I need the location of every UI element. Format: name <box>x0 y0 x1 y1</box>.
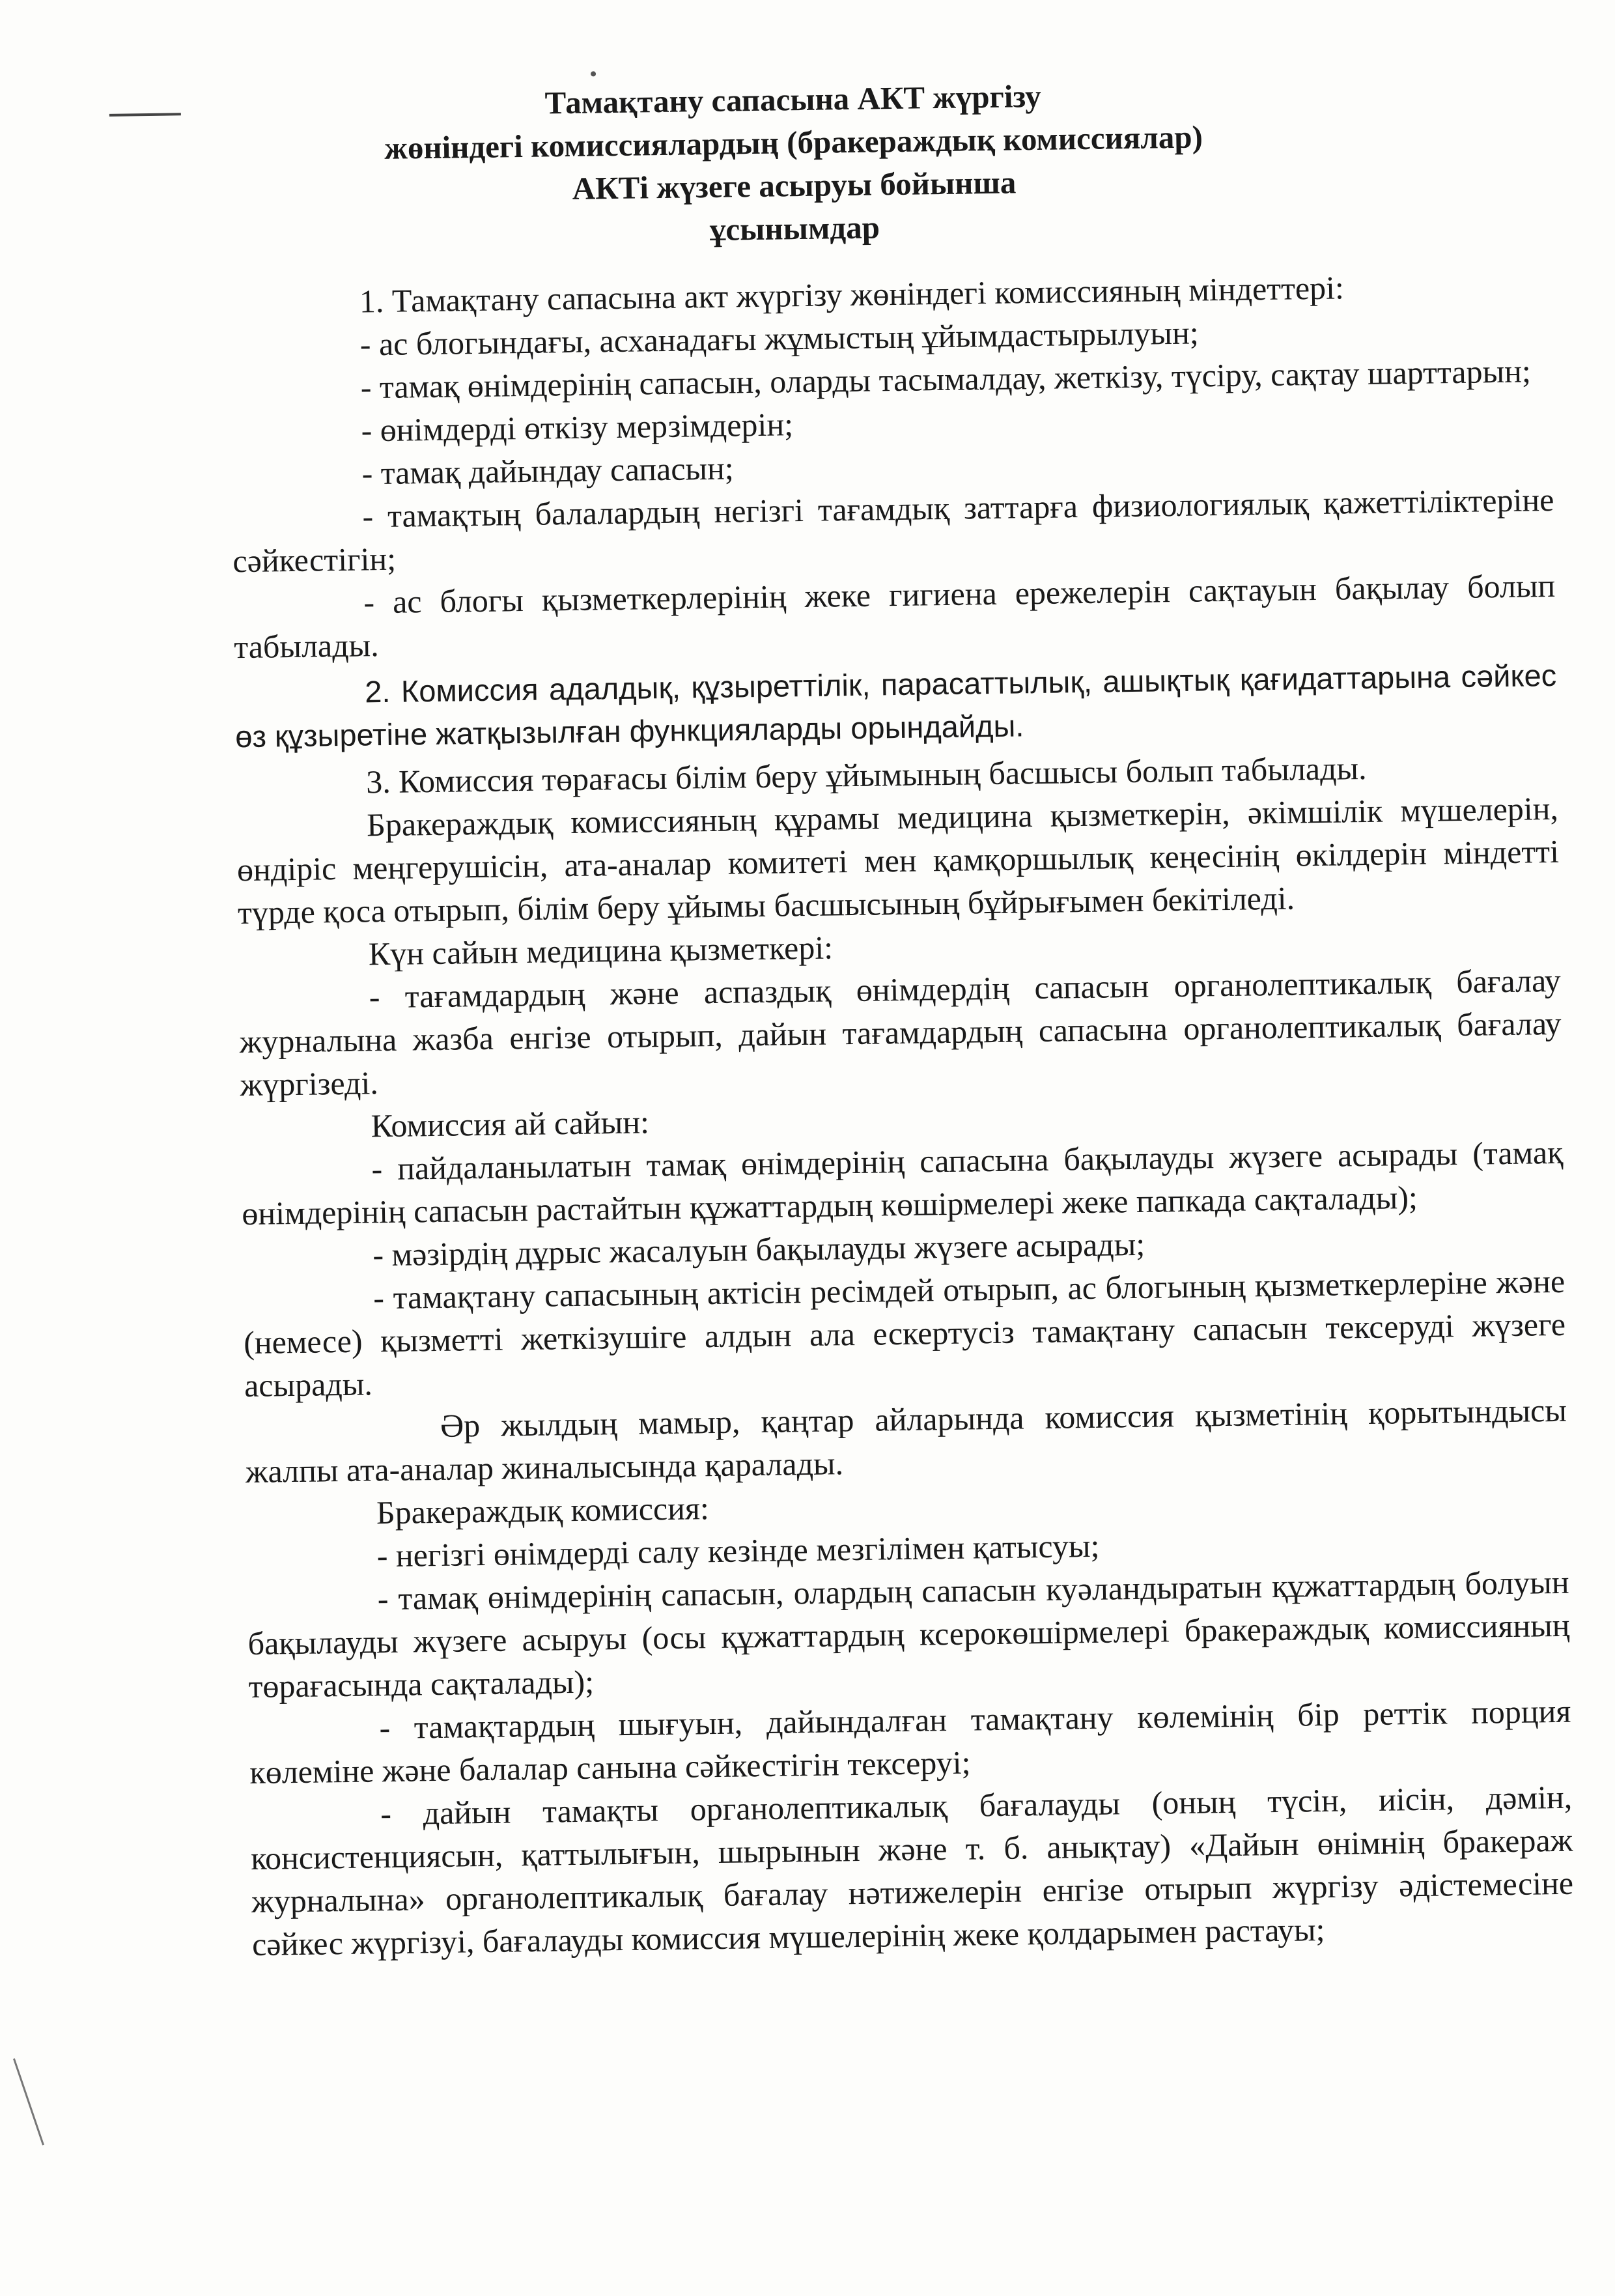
edge-mark <box>13 2058 44 2145</box>
list-item: - тамақ өнімдерінің сапасын, олардың сапасын куәландыратын құжаттардың болуын бақылауды жүзеге асыруы (осы құжаттардың ксерокөшірмелері бракераждық комиссияның төрағасында сақталады); <box>247 1563 1570 1705</box>
list-item: - тамақ өнімдерінің сапасын, оларды тасымалдау, жеткізу, түсіру, сақтау шарттарын; <box>360 352 1532 406</box>
list-item: - тағамдардың және аспаздық өнімдердің сапасын органолептикалық бағалау журналына жазба енгізе отырып, дайын тағамдардың сапасына органолептикалық бағалау жүргізеді. <box>239 961 1562 1103</box>
list-item: - пайдаланылатын тамақ өнімдерінің сапасына бақылауды жүзеге асырады (тамақ өнімдерінің сапасын растайтын құжаттардың көшірмелері жеке папкада сақталады); <box>242 1133 1564 1232</box>
list-item: - мәзірдің дұрыс жасалуын бақылауды жүзеге асырады; <box>372 1225 1145 1273</box>
paragraph-composition: Бракераждық комиссияның құрамы медицина қызметкерін, әкімшілік мүшелерін, өндіріс меңгерушісін, ата-аналар комитеті мен қамқоршылық кеңесінің өкілдерін міндетті түрде қоса отырып, білім беру ұйымы басшысының бұйрығымен бекітіледі. <box>236 789 1560 931</box>
list-item: - дайын тамақты органолептикалық бағалауды (оның түсін, иісін, дәмін, консистенциясын, қаттылығын, шырынын және т. б. анықтау) «Дайын өнімнің бракераж журналына» органолептикалық бағалау нәтижелерін енгізе отырып жүргізу әдістемесіне сәйкес жүргізуі, бағалауды комиссия мүшелерінің жеке қолдарымен растауы; <box>250 1778 1574 1963</box>
title-line-4: ұсынымдар <box>709 209 880 248</box>
paragraph-annual-review: Әр жылдың мамыр, қаңтар айларында комиссия қызметінің қорытындысы жалпы ата-аналар жиналысында қаралады. <box>245 1391 1567 1490</box>
paragraph-commission-heading: Бракераждық комиссия: <box>376 1490 710 1531</box>
list-item: - тамақ дайындау сапасын; <box>361 449 735 492</box>
paragraph-monthly-heading: Комиссия ай сайын: <box>371 1103 650 1144</box>
title-line-2: жөніндегі комиссиялардың (бракераждық комиссиялар) <box>384 119 1203 166</box>
list-item: - ас блогындағы, асханадағы жұмыстың ұйымдастырылуын; <box>359 314 1200 363</box>
paragraph-duties-heading: 1. Тамақтану сапасына акт жүргізу жөніндегі комиссияның міндеттері: <box>359 269 1345 320</box>
margin-mark <box>109 113 181 117</box>
title-line-3: АКТі жүзеге асыруы бойынша <box>572 164 1017 206</box>
document-body <box>229 263 1574 1966</box>
list-item: - ас блогы қызметкерлерінің жеке гигиена ережелерін сақтауын бақылау болып табылады. <box>233 567 1556 666</box>
paragraph-principles: 2. Комиссия адалдық, құзыреттілік, парасаттылық, ашықтық қағидаттарына сәйкес өз құзыретіне жатқызылған функцияларды орындайды. <box>234 657 1557 754</box>
list-item: - өнімдерді өткізу мерзімдерін; <box>361 406 794 449</box>
list-item: - негізгі өнімдерді салу кезінде мезгілімен қатысуы; <box>376 1527 1100 1574</box>
scan-speck <box>591 71 596 76</box>
paragraph-daily-heading: Күн сайын медицина қызметкері: <box>368 929 834 972</box>
paragraph-chair: 3. Комиссия төрағасы білім беру ұйымының басшысы болып табылады. <box>365 749 1367 801</box>
list-item: - тамақтану сапасының актісін ресімдей отырып, ас блогының қызметкерлеріне және (немесе) қызметті жеткізушіге алдын ала ескертусіз тамақтану сапасын тексеруді жүзеге асырады. <box>243 1262 1566 1404</box>
title-line-1: Тамақтану сапасына АКТ жүргізу <box>544 78 1041 121</box>
list-item: - тамақтың балалардың негізгі тағамдық заттарға физиологиялық қажеттіліктеріне сәйкестігін; <box>232 481 1554 580</box>
document-title <box>232 70 1355 258</box>
list-item: - тамақтардың шығуын, дайындалған тамақтану көлемінің бір реттік порция көлеміне және балалар санына сәйкестігін тексеруі; <box>249 1692 1571 1791</box>
